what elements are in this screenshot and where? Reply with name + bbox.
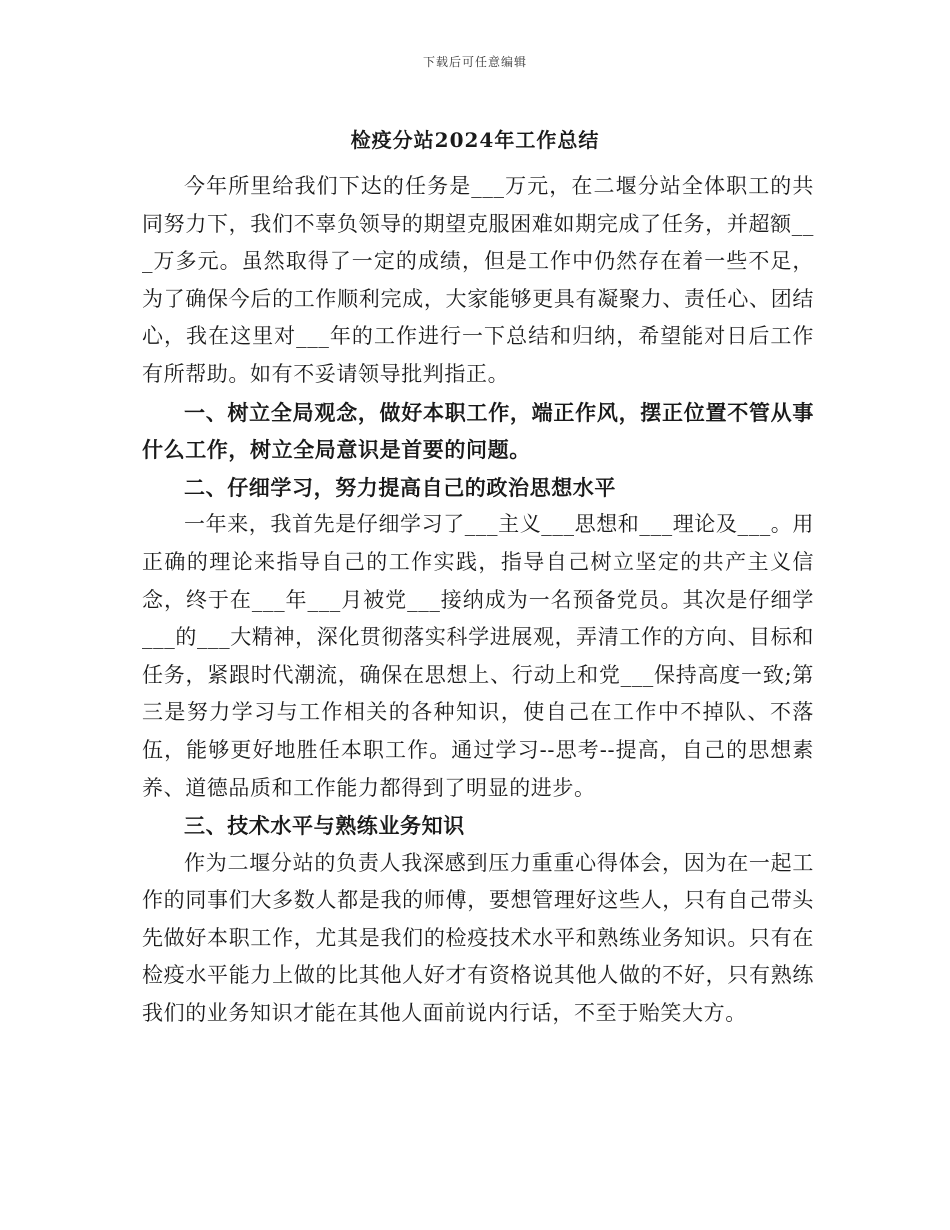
section-heading-1: 一、树立全局观念，做好本职工作，端正作风，摆正位置不管从事什么工作，树立全局意识是首要的问题。 (142, 399, 814, 463)
document-body (142, 168, 814, 1033)
section-heading-2: 二、仔细学习，努力提高自己的政治思想水平 (184, 474, 616, 500)
paragraph-skills: 作为二堰分站的负责人我深感到压力重重心得体会，因为在一起工作的同事们大多数人都是我的师傅，要想管理好这些人，只有自己带头先做好本职工作，尤其是我们的检疫技术水平和熟练业务知识。只有在检疫水平能力上做的比其他人好才有资格说其他人做的不好，只有熟练我们的业务知识才能在其他人面前说内行话，不至于贻笑大方。 (142, 850, 814, 1026)
section-heading-3: 三、技术水平与熟练业务知识 (184, 813, 465, 839)
document-title: 检疫分站2024年工作总结 (350, 128, 600, 152)
paragraph-study: 一年来，我首先是仔细学习了___主义___思想和___理论及___。用正确的理论来指导自己的工作实践，指导自己树立坚定的共产主义信念，终于在___年___月被党___接纳成为一名预备党员。其次是仔细学___的___大精神，深化贯彻落实科学进展观，弄清工作的方向、目标和任务，紧跟时代潮流，确保在思想上、行动上和党___保持高度一致;第三是努力学习与工作相关的各种知识，使自己在工作中不掉队、不落伍，能够更好地胜任本职工作。通过学习--思考--提高，自己的思想素养、道德品质和工作能力都得到了明显的进步。 (142, 512, 814, 800)
header-note: 下载后可任意编辑 (422, 55, 527, 69)
paragraph-intro: 今年所里给我们下达的任务是___万元，在二堰分站全体职工的共同努力下，我们不辜负领导的期望克服困难如期完成了任务，并超额___万多元。虽然取得了一定的成绩，但是工作中仍然存在着一些不足，为了确保今后的工作顺利完成，大家能够更具有凝聚力、责任心、团结心，我在这里对___年的工作进行一下总结和归纳，希望能对日后工作有所帮助。如有不妥请领导批判指正。 (142, 174, 814, 386)
